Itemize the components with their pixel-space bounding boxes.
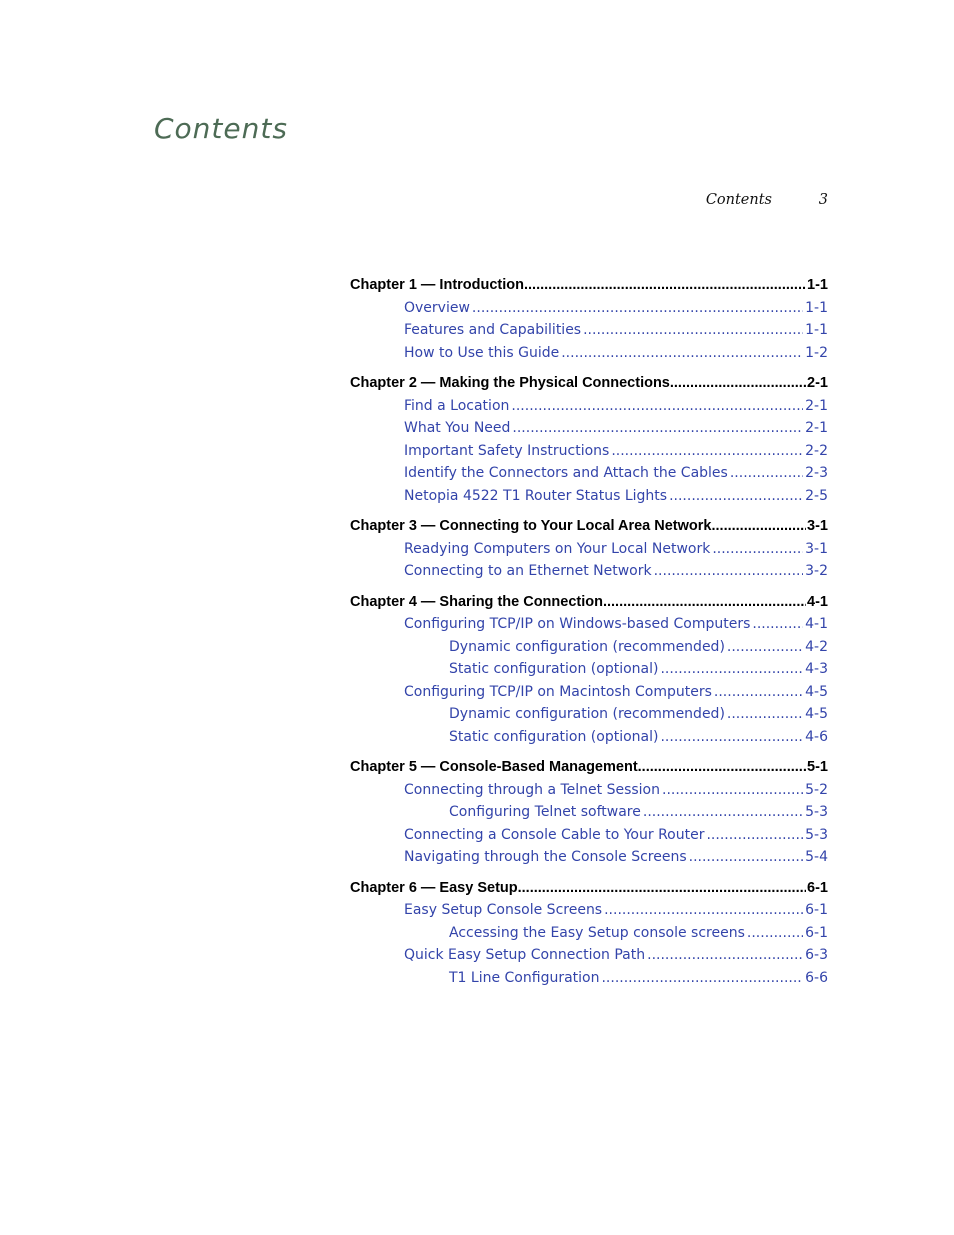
toc-entry-title: Find a Location xyxy=(404,397,510,414)
toc-dot-leader xyxy=(660,658,803,681)
toc-section-entry[interactable] xyxy=(350,824,828,847)
toc-entry-title: Chapter 5 — Console-Based Management xyxy=(350,759,638,775)
toc-entry-page: 6-1 xyxy=(805,924,828,941)
toc-entry-title: Netopia 4522 T1 Router Status Lights xyxy=(404,487,668,504)
toc-chapter-entry[interactable] xyxy=(350,372,828,395)
toc-entry-page: 5-4 xyxy=(805,849,828,865)
toc-dot-leader xyxy=(472,297,803,320)
toc-section-entry[interactable] xyxy=(350,462,828,485)
toc-entry-title: Accessing the Easy Setup console screens xyxy=(449,924,745,941)
toc-entry-page: 4-1 xyxy=(807,593,828,610)
toc-entry-title: Navigating through the Console Screens xyxy=(404,849,687,865)
toc-entry-page: 5-1 xyxy=(807,759,828,775)
toc-entry-title: Chapter 2 — Making the Physical Connections xyxy=(350,375,670,391)
toc-entry-title: Quick Easy Setup Connection Path xyxy=(404,947,646,963)
toc-entry-page: 4-5 xyxy=(805,683,828,700)
toc-dot-leader xyxy=(689,846,804,869)
toc-entry-page: 3-1 xyxy=(805,540,828,557)
toc-section-entry[interactable] xyxy=(350,485,828,508)
toc-section-entry[interactable] xyxy=(350,342,828,365)
toc-section-entry[interactable] xyxy=(350,538,828,561)
page-title: Contents xyxy=(154,112,288,145)
toc-dot-leader xyxy=(601,967,803,990)
toc-entry-page: 4-1 xyxy=(805,616,828,632)
toc-section-entry[interactable] xyxy=(350,319,828,342)
toc-dot-leader xyxy=(730,462,803,485)
toc-entry-page: 3-1 xyxy=(807,518,828,534)
toc-entry-title: Overview xyxy=(404,299,470,316)
toc-entry-title: Configuring TCP/IP on Windows-based Computers xyxy=(404,616,751,632)
toc-section-entry[interactable] xyxy=(350,560,828,583)
toc-entry-page: 1-1 xyxy=(805,299,828,316)
toc-entry-page: 4-6 xyxy=(805,728,828,745)
toc-chapter-entry[interactable] xyxy=(350,756,828,779)
toc-entry-page: 6-1 xyxy=(807,879,828,896)
toc-section-entry[interactable] xyxy=(350,846,828,869)
toc-entry-title: Static configuration (optional) xyxy=(449,661,659,677)
toc-chapter-entry[interactable] xyxy=(350,591,828,614)
toc-dot-leader xyxy=(524,274,806,297)
toc-entry-title: What You Need xyxy=(404,420,511,436)
toc-dot-leader xyxy=(727,703,803,726)
toc-entry-page: 6-1 xyxy=(805,902,828,918)
toc-subsection-entry[interactable] xyxy=(350,636,828,659)
toc-subsection-entry[interactable] xyxy=(350,658,828,681)
toc-chapter-entry[interactable] xyxy=(350,877,828,900)
toc-dot-leader xyxy=(603,591,806,614)
toc-section-entry[interactable] xyxy=(350,417,828,440)
toc-entry-page: 1-1 xyxy=(805,322,828,338)
toc-entry-title: Identify the Connectors and Attach the Cables xyxy=(404,465,728,481)
toc-entry-title: Static configuration (optional) xyxy=(449,728,659,745)
toc-dot-leader xyxy=(512,417,803,440)
toc-entry-title: Configuring Telnet software xyxy=(449,804,641,820)
toc-dot-leader xyxy=(638,756,806,779)
table-of-contents xyxy=(350,274,828,989)
toc-entry-title: Connecting a Console Cable to Your Router xyxy=(404,826,705,843)
toc-dot-leader xyxy=(727,636,803,659)
toc-dot-leader xyxy=(714,681,803,704)
toc-dot-leader xyxy=(706,824,803,847)
toc-entry-page: 3-2 xyxy=(805,563,828,579)
toc-subsection-entry[interactable] xyxy=(350,726,828,749)
toc-entry-title: Dynamic configuration (recommended) xyxy=(449,638,725,655)
toc-entry-title: How to Use this Guide xyxy=(404,344,560,361)
toc-subsection-entry[interactable] xyxy=(350,703,828,726)
toc-chapter-entry[interactable] xyxy=(350,515,828,538)
toc-chapter-entry[interactable] xyxy=(350,274,828,297)
toc-section-entry[interactable] xyxy=(350,779,828,802)
toc-dot-leader xyxy=(752,613,803,636)
toc-section-entry[interactable] xyxy=(350,297,828,320)
toc-entry-title: Readying Computers on Your Local Network xyxy=(404,540,711,557)
toc-entry-title: Connecting to an Ethernet Network xyxy=(404,563,652,579)
toc-section-entry[interactable] xyxy=(350,613,828,636)
toc-entry-title: Chapter 3 — Connecting to Your Local Area Network xyxy=(350,518,712,534)
toc-entry-page: 6-6 xyxy=(805,969,828,986)
toc-entry-page: 5-3 xyxy=(805,804,828,820)
toc-subsection-entry[interactable] xyxy=(350,922,828,945)
toc-entry-page: 5-2 xyxy=(805,781,828,798)
toc-entry-page: 4-2 xyxy=(805,638,828,655)
running-header xyxy=(600,192,828,210)
toc-entry-page: 2-5 xyxy=(805,487,828,504)
toc-entry-page: 2-3 xyxy=(805,465,828,481)
toc-dot-leader xyxy=(662,779,803,802)
toc-entry-title: Chapter 6 — Easy Setup xyxy=(350,879,518,896)
toc-entry-page: 5-3 xyxy=(805,826,828,843)
toc-entry-title: Chapter 1 — Introduction xyxy=(350,277,524,293)
toc-entry-page: 4-5 xyxy=(805,706,828,722)
toc-dot-leader xyxy=(611,440,803,463)
toc-entry-page: 2-1 xyxy=(805,397,828,414)
running-header-page-number: 3 xyxy=(818,192,828,208)
toc-entry-page: 2-2 xyxy=(805,442,828,459)
toc-entry-title: T1 Line Configuration xyxy=(449,969,600,986)
toc-dot-leader xyxy=(660,726,803,749)
toc-section-entry[interactable] xyxy=(350,395,828,418)
toc-subsection-entry[interactable] xyxy=(350,967,828,990)
toc-entry-page: 2-1 xyxy=(807,375,828,391)
toc-dot-leader xyxy=(711,515,806,538)
toc-section-entry[interactable] xyxy=(350,944,828,967)
toc-entry-title: Easy Setup Console Screens xyxy=(404,902,603,918)
toc-entry-title: Dynamic configuration (recommended) xyxy=(449,706,725,722)
toc-section-entry[interactable] xyxy=(350,899,828,922)
toc-subsection-entry[interactable] xyxy=(350,801,828,824)
toc-dot-leader xyxy=(669,485,803,508)
running-header-label: Contents xyxy=(705,192,772,208)
toc-dot-leader xyxy=(561,342,803,365)
toc-entry-page: 6-3 xyxy=(805,947,828,963)
toc-section-entry[interactable] xyxy=(350,440,828,463)
toc-dot-leader xyxy=(518,877,806,900)
toc-section-entry[interactable] xyxy=(350,681,828,704)
toc-dot-leader xyxy=(654,560,804,583)
toc-entry-title: Chapter 4 — Sharing the Connection xyxy=(350,593,603,610)
toc-entry-title: Configuring TCP/IP on Macintosh Computers xyxy=(404,683,712,700)
toc-entry-page: 4-3 xyxy=(805,661,828,677)
toc-dot-leader xyxy=(747,922,803,945)
toc-entry-title: Important Safety Instructions xyxy=(404,442,610,459)
toc-dot-leader xyxy=(643,801,803,824)
toc-dot-leader xyxy=(604,899,803,922)
toc-dot-leader xyxy=(583,319,803,342)
toc-entry-title: Features and Capabilities xyxy=(404,322,582,338)
toc-dot-leader xyxy=(647,944,803,967)
toc-entry-page: 1-1 xyxy=(807,277,828,293)
toc-entry-page: 1-2 xyxy=(805,344,828,361)
toc-dot-leader xyxy=(511,395,803,418)
toc-dot-leader xyxy=(712,538,803,561)
toc-dot-leader xyxy=(670,372,806,395)
toc-entry-title: Connecting through a Telnet Session xyxy=(404,781,660,798)
toc-entry-page: 2-1 xyxy=(805,420,828,436)
